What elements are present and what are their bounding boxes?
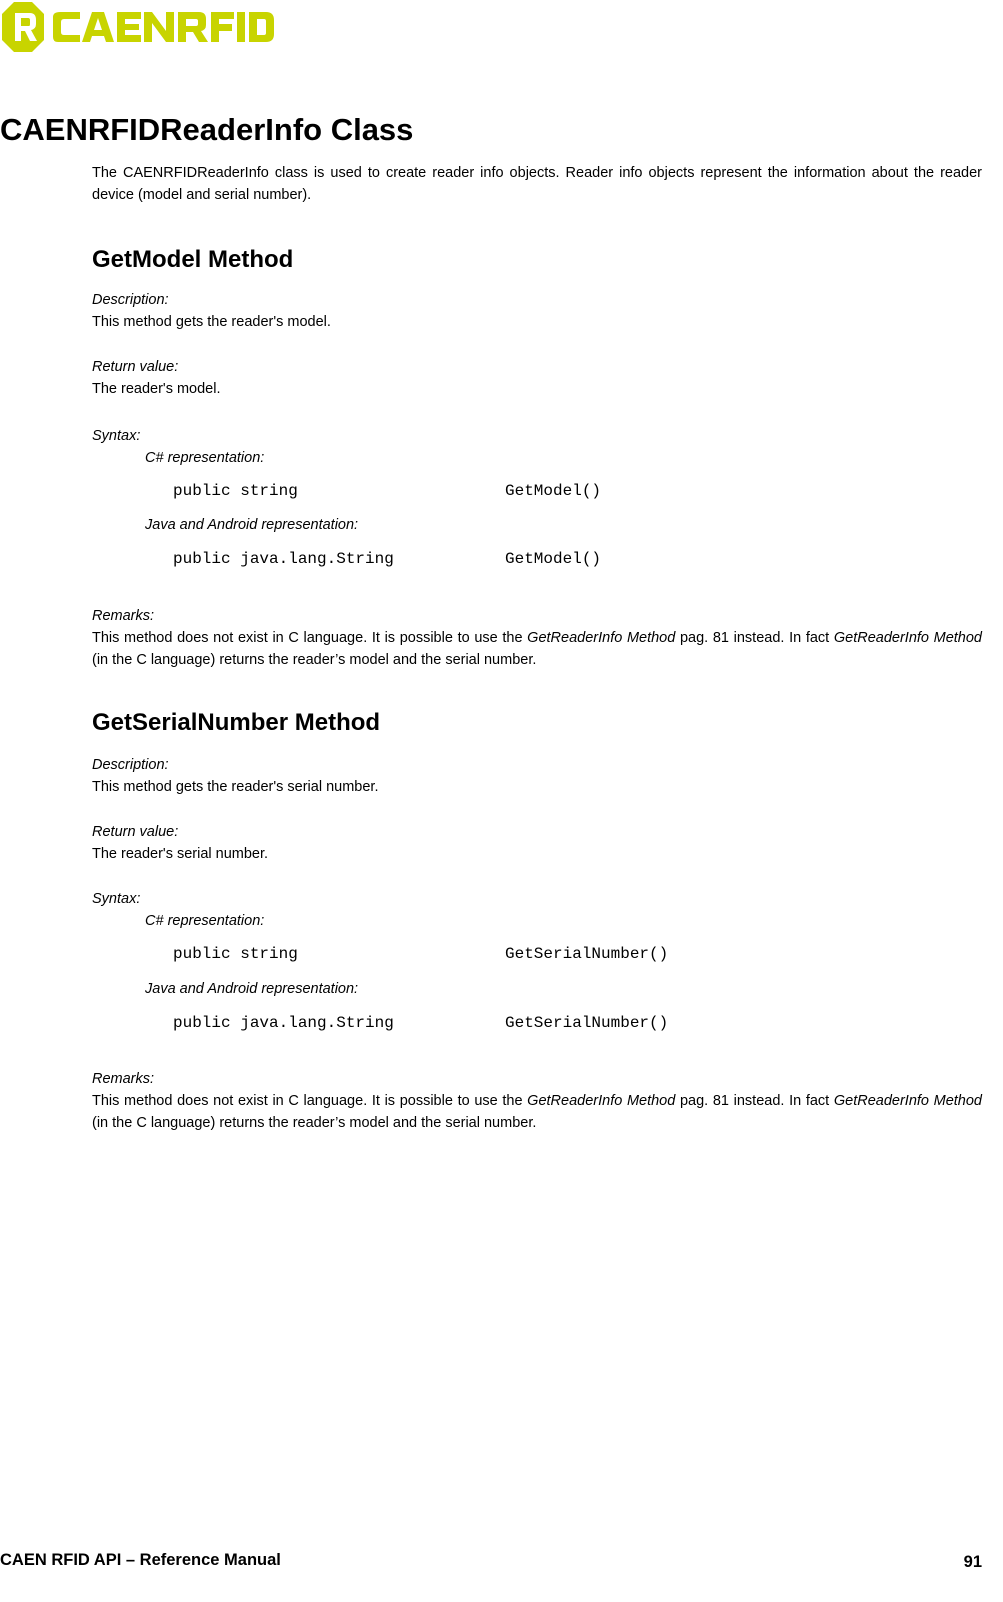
getserialnumber-remarks — [92, 1068, 982, 1134]
remarks-text-part: pag. 81 instead. In fact — [675, 630, 834, 646]
remarks-text-part: (in the C language) returns the reader’s model and the serial number. — [92, 652, 537, 668]
getmodel-description — [92, 289, 982, 333]
java-type: public java.lang.String — [173, 1014, 394, 1032]
remarks-label: Remarks: — [92, 1071, 155, 1087]
remarks-text-part: (in the C language) returns the reader’s model and the serial number. — [92, 1115, 537, 1131]
csharp-signature: GetSerialNumber() — [505, 945, 669, 963]
page-number: 91 — [963, 1553, 982, 1571]
remarks-text-part: pag. 81 instead. In fact — [675, 1093, 834, 1109]
getmodel-syntax-label — [92, 425, 982, 447]
csharp-type: public string — [173, 482, 298, 500]
csharp-signature: GetModel() — [505, 482, 602, 500]
return-text: The reader's serial number. — [92, 846, 269, 862]
remarks-text — [92, 1090, 982, 1134]
getserialnumber-syntax-label — [92, 888, 982, 910]
remarks-text-part: This method does not exist in C language. It is possible to use the — [92, 630, 528, 646]
description-label: Description: — [92, 757, 169, 773]
java-code-line — [173, 1012, 669, 1034]
csharp-code-line — [173, 480, 602, 502]
getserialnumber-description — [92, 754, 982, 798]
getserialnumber-return — [92, 821, 982, 865]
remarks-text — [92, 627, 982, 671]
description-label: Description: — [92, 292, 169, 308]
remarks-label: Remarks: — [92, 608, 155, 624]
csharp-code-line — [173, 943, 669, 965]
return-text: The reader's model. — [92, 381, 221, 397]
java-type: public java.lang.String — [173, 550, 394, 568]
syntax-label: Syntax: — [92, 428, 141, 444]
section-heading-getmodel: GetModel Method — [92, 246, 294, 273]
csharp-type: public string — [173, 945, 298, 963]
page-title: CAENRFIDReaderInfo Class — [0, 112, 414, 147]
getmodel-return — [92, 356, 982, 400]
getreaderinfo-reference: GetReaderInfo Method — [527, 1093, 676, 1109]
csharp-label: C# representation: — [145, 450, 265, 466]
getreaderinfo-reference: GetReaderInfo Method — [527, 630, 676, 646]
csharp-label: C# representation: — [145, 913, 265, 929]
footer-manual-title: CAEN RFID API – Reference Manual — [0, 1551, 281, 1569]
java-code-line — [173, 548, 602, 570]
java-label: Java and Android representation: — [145, 981, 359, 997]
caenrfid-logo — [0, 0, 280, 56]
remarks-text-part: This method does not exist in C language. It is possible to use the — [92, 1093, 528, 1109]
intro-paragraph: The CAENRFIDReaderInfo class is used to create reader info objects. Reader info objects represent the information about the reader device (model and serial number). — [92, 165, 982, 203]
return-label: Return value: — [92, 824, 179, 840]
getreaderinfo-reference: GetReaderInfo Method — [833, 630, 982, 646]
syntax-label: Syntax: — [92, 891, 141, 907]
java-signature: GetModel() — [505, 550, 602, 568]
java-label: Java and Android representation: — [145, 517, 359, 533]
description-text: This method gets the reader's serial number. — [92, 779, 379, 795]
description-text: This method gets the reader's model. — [92, 314, 331, 330]
section-heading-getserialnumber: GetSerialNumber Method — [92, 709, 381, 736]
return-label: Return value: — [92, 359, 179, 375]
getreaderinfo-reference: GetReaderInfo Method — [833, 1093, 982, 1109]
java-signature: GetSerialNumber() — [505, 1014, 669, 1032]
getmodel-remarks — [92, 605, 982, 671]
